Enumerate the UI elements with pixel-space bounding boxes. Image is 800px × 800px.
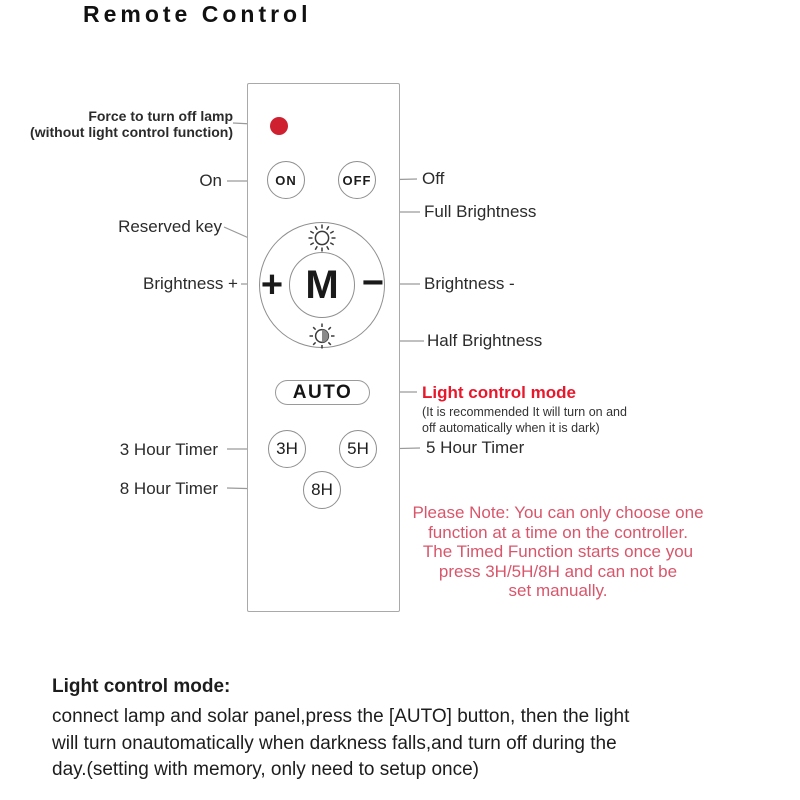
callout-force-off <box>20 108 233 140</box>
callout-force-off-line1: Force to turn off lamp <box>88 108 233 124</box>
light-control-mode-note-line1: (It is recommended It will turn on and <box>422 405 627 419</box>
plus-icon: + <box>260 263 284 306</box>
full-brightness-button[interactable] <box>307 223 337 253</box>
callout-off: Off <box>422 169 445 188</box>
light-control-mode-note-line2: off automatically when it is dark) <box>422 420 600 435</box>
callout-force-off-line2: (without light control function) <box>30 124 233 140</box>
please-note-line: press 3H/5H/8H and can not be <box>438 561 678 581</box>
callout-reserved-key: Reserved key <box>118 217 222 236</box>
force-off-indicator-icon <box>270 117 288 135</box>
on-button[interactable] <box>267 161 305 199</box>
timer-3h-button[interactable] <box>268 430 306 468</box>
reserved-key-label: M <box>305 262 339 307</box>
callout-brightness-plus: Brightness + <box>143 274 238 293</box>
please-note-line: The Timed Function starts once you <box>422 542 694 561</box>
off-button-label: OFF <box>342 172 372 188</box>
timer-3h-label: 3H <box>276 439 298 458</box>
callout-full-brightness: Full Brightness <box>424 202 537 221</box>
timer-8h-button[interactable] <box>303 471 341 509</box>
timer-5h-button[interactable] <box>339 430 377 468</box>
callout-half-brightness: Half Brightness <box>427 331 543 350</box>
timer-8h-label: 8H <box>311 480 333 499</box>
off-button[interactable] <box>338 161 376 199</box>
callout-8-hour-timer: 8 Hour Timer <box>119 479 218 498</box>
please-note-text <box>410 503 706 601</box>
callout-on: On <box>199 171 222 190</box>
half-brightness-button[interactable] <box>307 321 337 351</box>
please-note-line: Please Note: You can only choose one <box>412 503 704 522</box>
sun-icon <box>307 223 337 253</box>
callout-brightness-minus: Brightness - <box>424 274 515 293</box>
please-note-line: set manually. <box>508 581 608 600</box>
auto-button[interactable] <box>275 380 370 405</box>
footer-line: day.(setting with memory, only need to setup once) <box>52 759 480 780</box>
light-control-mode-note <box>422 405 662 436</box>
minus-icon: − <box>361 261 385 304</box>
brightness-plus-button[interactable] <box>252 263 292 307</box>
page-title: Remote Control <box>83 1 312 27</box>
reserved-key-button[interactable] <box>289 252 355 318</box>
footer-line: will turn onautomatically when darkness falls,and turn off during the <box>52 732 617 754</box>
timer-5h-label: 5H <box>347 439 369 458</box>
footer-line: connect lamp and solar panel,press the [AUTO] button, then the light <box>52 706 630 727</box>
footer-heading: Light control mode: <box>52 676 231 697</box>
callout-3-hour-timer: 3 Hour Timer <box>119 440 218 459</box>
callout-light-control-mode: Light control mode <box>422 383 576 402</box>
brightness-minus-button[interactable] <box>353 261 393 305</box>
footer-explanation <box>52 676 772 784</box>
please-note-line: function at a time on the controller. <box>428 522 688 542</box>
on-button-label: ON <box>275 172 297 188</box>
half-sun-icon <box>307 321 337 351</box>
callout-5-hour-timer: 5 Hour Timer <box>426 438 525 457</box>
auto-button-label: AUTO <box>292 381 353 403</box>
